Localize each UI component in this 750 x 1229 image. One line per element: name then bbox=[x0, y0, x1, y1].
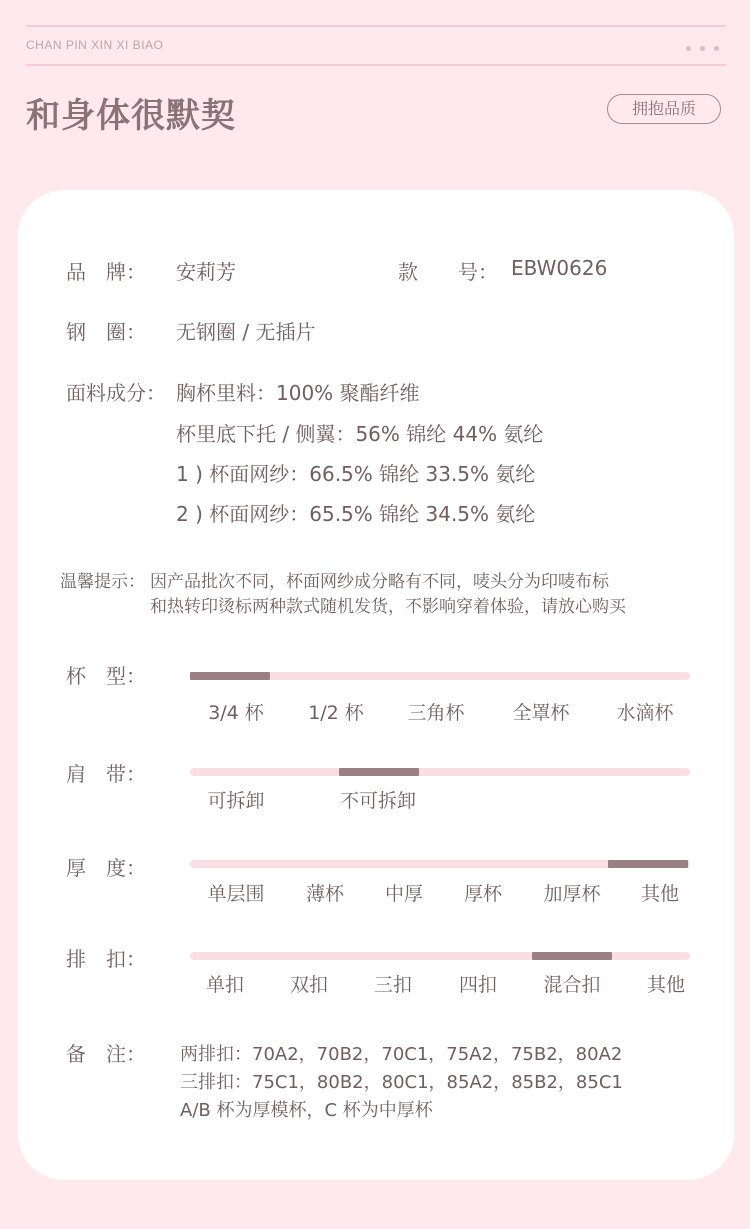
notes-line: 三排扣：75C1，80B2，80C1，85A2，85B2，85C1 bbox=[180, 1072, 623, 1093]
cup-type-option: 1/2 杯 bbox=[308, 702, 364, 724]
notes-line: A/B 杯为厚模杯，C 杯为中厚杯 bbox=[180, 1100, 433, 1121]
tip-line: 因产品批次不同，杯面网纱成分略有不同，唛头分为印唛布标 bbox=[150, 572, 609, 592]
cup-type-option: 三角杯 bbox=[407, 702, 465, 724]
cup-type-track bbox=[190, 672, 690, 680]
header-divider bbox=[26, 64, 726, 66]
strap-label: 肩 带： bbox=[66, 762, 146, 786]
cup-type-selected-marker bbox=[190, 672, 270, 680]
fabric-label: 面料成分： bbox=[66, 381, 166, 405]
cup-type-option: 全罩杯 bbox=[512, 702, 570, 724]
hook-selected-marker bbox=[532, 952, 612, 960]
hook-option: 四扣 bbox=[458, 974, 498, 996]
quality-badge: 拥抱品质 bbox=[607, 94, 721, 124]
thickness-option: 厚杯 bbox=[463, 883, 503, 905]
english-subtitle: CHAN PIN XIN XI BIAO bbox=[26, 38, 164, 52]
notes-label: 备 注： bbox=[66, 1042, 146, 1066]
brand-label: 品 牌： bbox=[66, 260, 146, 284]
thickness-track bbox=[190, 860, 690, 868]
cup-type-option: 3/4 杯 bbox=[208, 702, 264, 724]
wire-value: 无钢圈 / 无插片 bbox=[176, 320, 316, 344]
thickness-option: 其他 bbox=[640, 883, 680, 905]
hook-track bbox=[190, 952, 690, 960]
hook-option: 双扣 bbox=[289, 974, 329, 996]
thickness-option: 薄杯 bbox=[305, 883, 345, 905]
hook-option: 单扣 bbox=[205, 974, 245, 996]
hook-option: 混合扣 bbox=[543, 974, 601, 996]
cup-type-label: 杯 型： bbox=[66, 664, 146, 688]
page-title: 和身体很默契 bbox=[26, 96, 236, 136]
thickness-option: 单层围 bbox=[207, 883, 265, 905]
top-divider bbox=[26, 25, 726, 27]
cup-type-option: 水滴杯 bbox=[616, 702, 674, 724]
hook-option: 三扣 bbox=[373, 974, 413, 996]
strap-track bbox=[190, 768, 690, 776]
tip-label: 温馨提示： bbox=[60, 572, 145, 592]
brand-value: 安莉芳 bbox=[176, 260, 236, 284]
model-label: 款 号： bbox=[398, 260, 498, 284]
ellipsis-dots-icon bbox=[686, 38, 730, 50]
strap-option: 可拆卸 bbox=[207, 790, 265, 812]
hook-label: 排 扣： bbox=[66, 947, 146, 971]
thickness-option: 中厚 bbox=[384, 883, 424, 905]
strap-selected-marker bbox=[339, 768, 419, 776]
thickness-label: 厚 度： bbox=[66, 856, 146, 880]
fabric-line: 杯里底下托 / 侧翼：56% 锦纶 44% 氨纶 bbox=[176, 422, 544, 446]
tip-line: 和热转印烫标两种款式随机发货，不影响穿着体验，请放心购买 bbox=[150, 597, 626, 617]
wire-label: 钢 圈： bbox=[66, 320, 146, 344]
notes-line: 两排扣：70A2，70B2，70C1，75A2，75B2，80A2 bbox=[180, 1044, 623, 1065]
fabric-line: 胸杯里料：100% 聚酯纤维 bbox=[176, 381, 420, 405]
strap-option: 不可拆卸 bbox=[339, 790, 417, 812]
fabric-line: 1 ) 杯面网纱：66.5% 锦纶 33.5% 氨纶 bbox=[176, 462, 536, 486]
model-value: EBW0626 bbox=[511, 256, 608, 280]
thickness-selected-marker bbox=[608, 860, 688, 868]
fabric-line: 2 ) 杯面网纱：65.5% 锦纶 34.5% 氨纶 bbox=[176, 502, 536, 526]
thickness-option: 加厚杯 bbox=[543, 883, 601, 905]
hook-option: 其他 bbox=[646, 974, 686, 996]
